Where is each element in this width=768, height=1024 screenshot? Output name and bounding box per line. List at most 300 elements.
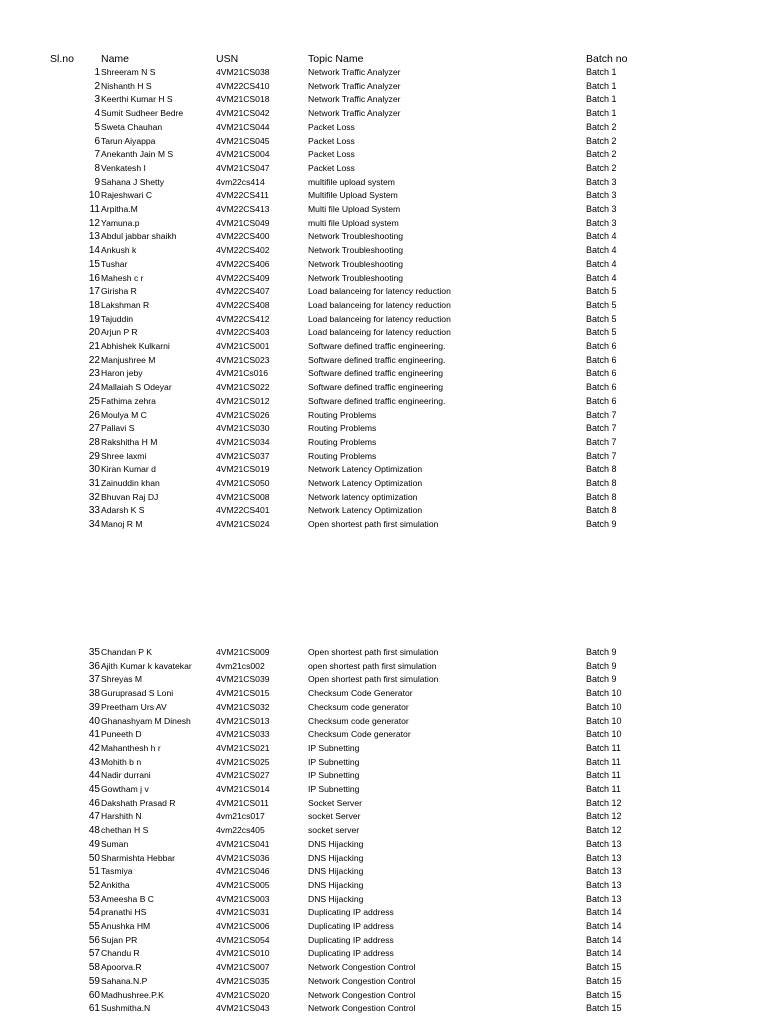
row-topic: Network Congestion Control xyxy=(308,1003,416,1014)
row-usn: 4VM22CS406 xyxy=(216,258,270,269)
row-usn: 4VM21CS047 xyxy=(216,162,270,173)
table-row xyxy=(0,409,768,423)
row-slno: 58 xyxy=(88,962,100,974)
table-row xyxy=(0,135,768,149)
row-batch: Batch 6 xyxy=(586,354,617,365)
row-slno: 59 xyxy=(88,975,100,987)
row-name: Keerthi Kumar H S xyxy=(101,94,173,105)
row-batch: Batch 6 xyxy=(586,341,617,351)
row-topic: Network latency optimization xyxy=(308,491,418,502)
row-batch: Batch 15 xyxy=(586,1003,622,1014)
row-name: Pallavi S xyxy=(101,423,135,434)
row-slno: 30 xyxy=(88,464,100,476)
row-slno: 54 xyxy=(88,907,100,919)
row-topic: Open shortest path first simulation xyxy=(308,647,439,657)
row-batch: Batch 5 xyxy=(586,327,617,338)
row-usn: 4VM21CS050 xyxy=(216,478,270,488)
row-topic: Checksum code generator xyxy=(308,701,409,712)
row-topic: Network Traffic Analyzer xyxy=(308,80,401,91)
row-slno: 33 xyxy=(88,505,100,517)
table-row xyxy=(0,189,768,203)
row-usn: 4vm22cs405 xyxy=(216,825,265,836)
row-name: Ameesha B C xyxy=(101,893,155,904)
row-batch: Batch 12 xyxy=(586,811,622,822)
table-row xyxy=(0,491,768,505)
row-usn: 4VM21CS004 xyxy=(216,149,270,160)
table-row xyxy=(0,422,768,436)
table-row xyxy=(0,381,768,395)
row-usn: 4VM21CS036 xyxy=(216,852,270,863)
row-topic: Routing Problems xyxy=(308,409,377,420)
row-topic: Software defined traffic engineering. xyxy=(308,354,446,365)
row-slno: 29 xyxy=(88,450,100,462)
row-topic: Socket Server xyxy=(308,797,362,808)
row-batch: Batch 3 xyxy=(586,190,617,201)
table-row xyxy=(0,852,768,866)
row-name: Moulya M C xyxy=(101,409,147,420)
row-slno: 48 xyxy=(88,825,100,837)
row-batch: Batch 8 xyxy=(586,505,617,516)
row-usn: 4vm22cs414 xyxy=(216,176,265,187)
row-topic: Packet Loss xyxy=(308,135,355,146)
row-slno: 16 xyxy=(88,272,100,284)
row-topic: DNS Hijacking xyxy=(308,879,364,890)
row-usn: 4VM21CS001 xyxy=(216,341,270,351)
table-row xyxy=(0,701,768,715)
row-usn: 4VM21CS054 xyxy=(216,934,270,945)
table-row xyxy=(0,518,768,532)
row-name: Shreyas M xyxy=(101,674,143,685)
row-name: Arjun P R xyxy=(101,327,138,338)
row-name: Sushmitha.N xyxy=(101,1003,151,1014)
row-topic: Load balanceing for latency reduction xyxy=(308,327,451,338)
row-batch: Batch 1 xyxy=(586,94,617,105)
row-topic: DNS Hijacking xyxy=(308,893,364,904)
row-name: Abhishek Kulkarni xyxy=(101,341,170,351)
row-batch: Batch 4 xyxy=(586,272,617,283)
row-batch: Batch 14 xyxy=(586,921,622,931)
row-slno: 22 xyxy=(88,354,100,366)
row-slno: 57 xyxy=(88,948,100,960)
row-slno: 38 xyxy=(88,688,100,700)
row-name: Nishanth H S xyxy=(101,80,152,91)
row-topic: Network Troubleshooting xyxy=(308,258,404,269)
row-name: Kiran Kumar d xyxy=(101,464,156,475)
table-row xyxy=(0,162,768,176)
row-name: Dakshath Prasad R xyxy=(101,797,176,808)
row-batch: Batch 4 xyxy=(586,258,617,269)
row-batch: Batch 1 xyxy=(586,108,617,119)
row-slno: 44 xyxy=(88,770,100,782)
table-row xyxy=(0,395,768,409)
row-batch: Batch 3 xyxy=(586,217,617,228)
row-batch: Batch 3 xyxy=(586,176,617,187)
table-row xyxy=(0,769,768,783)
row-name: Shreeram N S xyxy=(101,67,156,77)
row-usn: 4VM22CS402 xyxy=(216,245,270,256)
table-row xyxy=(0,742,768,756)
row-batch: Batch 13 xyxy=(586,893,622,904)
row-batch: Batch 10 xyxy=(586,729,622,740)
row-slno: 10 xyxy=(88,190,100,202)
table-row xyxy=(0,121,768,135)
row-usn: 4VM21CS007 xyxy=(216,962,270,973)
row-topic: Network Troubleshooting xyxy=(308,231,404,242)
row-topic: Network Traffic Analyzer xyxy=(308,94,401,105)
row-topic: Network Congestion Control xyxy=(308,975,416,986)
table-row xyxy=(0,463,768,477)
row-batch: Batch 15 xyxy=(586,989,622,1000)
row-name: Manoj R M xyxy=(101,519,143,530)
row-usn: 4VM22CS413 xyxy=(216,204,270,214)
header-usn: USN xyxy=(216,53,239,65)
row-batch: Batch 4 xyxy=(586,231,617,242)
row-topic: DNS Hijacking xyxy=(308,866,364,877)
table-row xyxy=(0,893,768,907)
row-usn: 4VM22CS403 xyxy=(216,327,270,338)
row-topic: socket server xyxy=(308,825,360,836)
row-batch: Batch 11 xyxy=(586,742,621,753)
row-topic: Duplicating IP address xyxy=(308,907,394,918)
row-slno: 51 xyxy=(88,866,100,878)
table-row xyxy=(0,756,768,770)
row-batch: Batch 15 xyxy=(586,975,622,986)
row-slno: 42 xyxy=(88,742,100,754)
row-batch: Batch 7 xyxy=(586,450,617,461)
row-topic: IP Subnetting xyxy=(308,756,360,767)
row-batch: Batch 7 xyxy=(586,436,617,447)
row-topic: IP Subnetting xyxy=(308,784,360,794)
table-row xyxy=(0,961,768,975)
row-name: Manjushree M xyxy=(101,354,156,365)
row-slno: 53 xyxy=(88,893,100,905)
row-slno: 49 xyxy=(88,838,100,850)
table-row xyxy=(0,660,768,674)
row-topic: Duplicating IP address xyxy=(308,948,394,959)
row-slno: 35 xyxy=(88,647,100,658)
row-topic: IP Subnetting xyxy=(308,742,360,753)
row-slno: 24 xyxy=(88,382,100,394)
row-usn: 4VM21Cs016 xyxy=(216,368,269,379)
row-usn: 4VM21CS011 xyxy=(216,797,269,808)
row-usn: 4vm21cs002 xyxy=(216,660,265,671)
row-usn: 4VM22CS412 xyxy=(216,313,270,324)
table-row xyxy=(0,824,768,838)
row-batch: Batch 12 xyxy=(586,797,622,808)
table-row xyxy=(0,66,768,80)
table-row xyxy=(0,797,768,811)
row-slno: 20 xyxy=(88,327,100,339)
table-row xyxy=(0,436,768,450)
row-usn: 4vm21cs017 xyxy=(216,811,265,822)
row-name: Ghanashyam M Dinesh xyxy=(101,715,191,726)
row-slno: 14 xyxy=(88,245,100,257)
row-topic: multifile upload system xyxy=(308,176,395,187)
row-slno: 34 xyxy=(88,519,100,531)
row-batch: Batch 15 xyxy=(586,962,622,973)
row-slno: 18 xyxy=(88,299,100,311)
row-slno: 15 xyxy=(88,258,100,270)
row-topic: Software defined traffic engineering. xyxy=(308,341,446,351)
row-batch: Batch 2 xyxy=(586,149,617,160)
row-slno: 17 xyxy=(88,286,100,298)
row-usn: 4VM21CS009 xyxy=(216,647,270,657)
row-usn: 4VM22CS400 xyxy=(216,231,270,242)
table-row xyxy=(0,313,768,327)
header-topic: Topic Name xyxy=(308,53,364,65)
row-slno: 5 xyxy=(94,121,100,133)
row-batch: Batch 14 xyxy=(586,948,622,959)
row-name: Ajith Kumar k kavatekar xyxy=(101,660,192,671)
row-usn: 4VM21CS012 xyxy=(216,395,270,406)
table-row xyxy=(0,230,768,244)
table-row xyxy=(0,217,768,231)
row-topic: Software defined traffic engineering xyxy=(308,368,444,379)
row-name: Sumit Sudheer Bedre xyxy=(101,108,184,119)
row-topic: Load balanceing for latency reduction xyxy=(308,299,451,310)
row-topic: Multi file Upload System xyxy=(308,204,401,214)
table-row xyxy=(0,258,768,272)
row-topic: Network Troubleshooting xyxy=(308,272,404,283)
row-name: Sharmishta Hebbar xyxy=(101,852,176,863)
row-batch: Batch 14 xyxy=(586,907,622,918)
table-row xyxy=(0,906,768,920)
table-row xyxy=(0,715,768,729)
row-usn: 4VM21CS030 xyxy=(216,423,270,434)
row-topic: DNS Hijacking xyxy=(308,838,364,849)
row-name: Adarsh K S xyxy=(101,505,145,516)
row-topic: Network Latency Optimization xyxy=(308,478,423,488)
row-topic: Network Congestion Control xyxy=(308,989,416,1000)
row-batch: Batch 10 xyxy=(586,688,622,699)
row-slno: 19 xyxy=(88,313,100,325)
row-usn: 4VM21CS025 xyxy=(216,756,270,767)
row-name: Tajuddin xyxy=(101,313,134,324)
row-usn: 4VM21CS031 xyxy=(216,907,270,918)
row-topic: Network Traffic Analyzer xyxy=(308,108,401,119)
table-row xyxy=(0,203,768,217)
table-row xyxy=(0,326,768,340)
row-topic: Duplicating IP address xyxy=(308,934,394,945)
row-batch: Batch 7 xyxy=(586,409,617,420)
row-usn: 4VM21CS015 xyxy=(216,688,270,699)
row-usn: 4VM22CS411 xyxy=(216,190,269,201)
row-slno: 46 xyxy=(88,797,100,809)
row-batch: Batch 4 xyxy=(586,245,617,256)
row-slno: 39 xyxy=(88,701,100,713)
table-row xyxy=(0,299,768,313)
row-name: Arpitha.M xyxy=(101,204,138,214)
row-batch: Batch 9 xyxy=(586,647,617,657)
row-slno: 28 xyxy=(88,436,100,448)
row-usn: 4VM21CS049 xyxy=(216,217,270,228)
header-slno: Sl.no xyxy=(50,53,74,65)
row-slno: 45 xyxy=(88,784,100,795)
row-slno: 61 xyxy=(88,1003,100,1015)
row-usn: 4VM21CS045 xyxy=(216,135,270,146)
row-usn: 4VM22CS407 xyxy=(216,286,270,297)
row-topic: Multifile Upload System xyxy=(308,190,398,201)
row-topic: Load balanceing for latency reduction xyxy=(308,286,451,297)
row-topic: Network Congestion Control xyxy=(308,962,416,973)
row-name: Tushar xyxy=(101,258,128,269)
row-slno: 52 xyxy=(88,879,100,891)
table-row xyxy=(0,354,768,368)
row-batch: Batch 2 xyxy=(586,135,617,146)
table-row xyxy=(0,244,768,258)
row-batch: Batch 1 xyxy=(586,67,617,77)
table-row xyxy=(0,93,768,107)
row-topic: Duplicating IP address xyxy=(308,921,394,931)
row-slno: 11 xyxy=(89,204,100,215)
row-usn: 4VM21CS041 xyxy=(216,838,270,849)
row-name: Ankush k xyxy=(101,245,137,256)
row-slno: 21 xyxy=(88,341,100,352)
row-batch: Batch 13 xyxy=(586,866,622,877)
row-batch: Batch 13 xyxy=(586,879,622,890)
row-topic: Packet Loss xyxy=(308,162,355,173)
row-topic: Load balanceing for latency reduction xyxy=(308,313,451,324)
row-batch: Batch 2 xyxy=(586,162,617,173)
table-row xyxy=(0,148,768,162)
row-usn: 4VM21CS020 xyxy=(216,989,270,1000)
row-usn: 4VM21CS014 xyxy=(216,784,270,794)
row-name: Chandan P K xyxy=(101,647,152,657)
row-usn: 4VM21CS037 xyxy=(216,450,270,461)
row-slno: 60 xyxy=(88,989,100,1001)
row-usn: 4VM21CS008 xyxy=(216,491,270,502)
row-name: Tarun Aiyappa xyxy=(101,135,156,146)
table-row xyxy=(0,783,768,797)
table-row xyxy=(0,450,768,464)
row-batch: Batch 9 xyxy=(586,674,617,685)
row-usn: 4VM22CS410 xyxy=(216,80,270,91)
row-slno: 56 xyxy=(88,934,100,946)
row-name: Mallaiah S Odeyar xyxy=(101,382,172,393)
row-name: Anekanth Jain M S xyxy=(101,149,174,160)
row-name: Zainuddin khan xyxy=(101,478,160,488)
row-slno: 23 xyxy=(88,368,100,380)
row-batch: Batch 7 xyxy=(586,423,617,434)
row-name: Gowtham j v xyxy=(101,784,149,794)
row-usn: 4VM21CS005 xyxy=(216,879,270,890)
row-usn: 4VM21CS032 xyxy=(216,701,270,712)
row-usn: 4VM21CS033 xyxy=(216,729,270,740)
row-batch: Batch 11 xyxy=(586,784,621,794)
row-name: Nadir durrani xyxy=(101,770,151,781)
row-usn: 4VM21CS006 xyxy=(216,921,270,931)
row-batch: Batch 9 xyxy=(586,519,617,530)
row-batch: Batch 8 xyxy=(586,478,617,488)
row-name: Haron jeby xyxy=(101,368,143,379)
table-row xyxy=(0,989,768,1003)
row-topic: Network Latency Optimization xyxy=(308,505,423,516)
row-name: Sahana.N.P xyxy=(101,975,148,986)
row-batch: Batch 11 xyxy=(586,756,621,767)
row-name: Sweta Chauhan xyxy=(101,121,163,132)
row-slno: 9 xyxy=(94,176,100,188)
row-name: Apoorva.R xyxy=(101,962,142,973)
header-name: Name xyxy=(101,53,130,65)
row-name: Fathima zehra xyxy=(101,395,156,406)
row-batch: Batch 5 xyxy=(586,286,617,297)
row-batch: Batch 3 xyxy=(586,204,617,214)
row-usn: 4VM21CS019 xyxy=(216,464,270,475)
row-name: Tasmiya xyxy=(101,866,133,877)
row-name: Bhuvan Raj DJ xyxy=(101,491,159,502)
row-slno: 36 xyxy=(88,660,100,672)
row-topic: multi file Upload system xyxy=(308,217,399,228)
row-batch: Batch 5 xyxy=(586,299,617,310)
row-slno: 55 xyxy=(88,921,100,932)
row-topic: Open shortest path first simulation xyxy=(308,519,439,530)
row-name: Suman xyxy=(101,838,129,849)
row-name: Mahanthesh h r xyxy=(101,742,161,753)
table-row xyxy=(0,107,768,121)
table-row xyxy=(0,272,768,286)
row-topic: Routing Problems xyxy=(308,450,377,461)
row-name: Yamuna.p xyxy=(101,217,140,228)
table-row xyxy=(0,920,768,934)
row-slno: 50 xyxy=(88,852,100,864)
row-batch: Batch 6 xyxy=(586,382,617,393)
row-usn: 4VM22CS401 xyxy=(216,505,270,516)
row-batch: Batch 6 xyxy=(586,395,617,406)
row-topic: Software defined traffic engineering. xyxy=(308,395,446,406)
row-name: Madhushree.P.K xyxy=(101,989,164,1000)
table-row xyxy=(0,646,768,660)
row-usn: 4VM21CS034 xyxy=(216,436,270,447)
row-usn: 4VM21CS022 xyxy=(216,382,270,393)
row-topic: Network Traffic Analyzer xyxy=(308,67,401,77)
row-topic: Packet Loss xyxy=(308,149,355,160)
row-batch: Batch 10 xyxy=(586,701,622,712)
header-batch: Batch no xyxy=(586,53,628,65)
row-slno: 32 xyxy=(88,491,100,503)
table-row xyxy=(0,934,768,948)
row-batch: Batch 5 xyxy=(586,313,617,324)
row-slno: 4 xyxy=(94,108,100,120)
row-name: Harshith N xyxy=(101,811,142,822)
row-batch: Batch 8 xyxy=(586,464,617,475)
row-name: pranathi HS xyxy=(101,907,147,918)
row-name: Lakshman R xyxy=(101,299,150,310)
row-slno: 37 xyxy=(88,674,100,686)
row-name: chethan H S xyxy=(101,825,149,836)
row-batch: Batch 11 xyxy=(586,770,621,781)
row-slno: 1 xyxy=(94,67,100,78)
row-slno: 25 xyxy=(88,395,100,407)
row-slno: 7 xyxy=(94,149,100,161)
row-topic: Checksum Code generator xyxy=(308,729,411,740)
row-usn: 4VM21CS039 xyxy=(216,674,270,685)
row-usn: 4VM21CS027 xyxy=(216,770,270,781)
row-name: Anushka HM xyxy=(101,921,151,931)
row-name: Guruprasad S Loni xyxy=(101,688,174,699)
row-slno: 8 xyxy=(94,162,100,174)
table-row xyxy=(0,673,768,687)
row-usn: 4VM21CS024 xyxy=(216,519,270,530)
row-slno: 31 xyxy=(88,478,100,489)
row-name: Chandu R xyxy=(101,948,140,959)
row-usn: 4VM21CS042 xyxy=(216,108,270,119)
row-slno: 43 xyxy=(88,756,100,768)
table-row xyxy=(0,367,768,381)
row-topic: Open shortest path first simulation xyxy=(308,674,439,685)
table-row xyxy=(0,879,768,893)
table-row xyxy=(0,477,768,491)
row-usn: 4VM21CS023 xyxy=(216,354,270,365)
